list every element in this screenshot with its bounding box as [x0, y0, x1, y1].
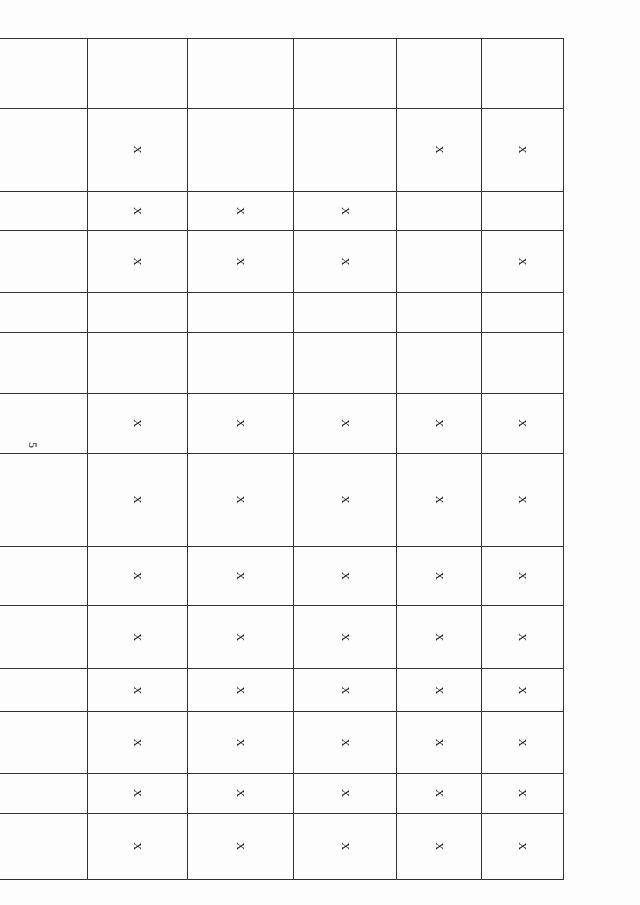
cell-mark: X: [294, 712, 397, 773]
cell-mark: X: [482, 813, 564, 879]
cell-mark: [0, 606, 88, 669]
cell-mark: X: [294, 773, 397, 813]
cell-mark: [188, 332, 294, 393]
cell-mark: [397, 292, 482, 332]
cell-mark: [0, 292, 88, 332]
cell-mark: [0, 108, 88, 191]
cell-mark: X: [88, 546, 188, 606]
cell-mark: [0, 712, 88, 773]
cell-mark: X: [188, 813, 294, 879]
cell-mark: X: [397, 606, 482, 669]
cell-mark: X: [482, 393, 564, 453]
cell-mark: X: [482, 606, 564, 669]
cell-mark: X: [188, 191, 294, 231]
cell-mark: X: [88, 813, 188, 879]
cell-mark: X: [482, 546, 564, 606]
cell-mark: X: [294, 813, 397, 879]
cell-mark: [482, 332, 564, 393]
cell-mark: [294, 108, 397, 191]
value-row: [0, 39, 88, 880]
cell-mark: X: [188, 453, 294, 546]
cell-mark: X: [482, 773, 564, 813]
page-number: 5: [26, 442, 40, 448]
cell-mark: X: [88, 191, 188, 231]
cell-mark: X: [397, 108, 482, 191]
cell-mark: X: [188, 712, 294, 773]
cell-mark: [397, 39, 482, 109]
cell-mark: [0, 773, 88, 813]
cell-mark: [482, 292, 564, 332]
cell-mark: [0, 39, 88, 109]
cell-mark: X: [88, 773, 188, 813]
cell-mark: X: [482, 108, 564, 191]
cell-mark: [294, 39, 397, 109]
cell-mark: [397, 231, 482, 292]
value-row: [188, 39, 294, 880]
value-row: [397, 39, 482, 880]
cell-mark: [397, 332, 482, 393]
cell-mark: [294, 332, 397, 393]
cell-mark: X: [294, 191, 397, 231]
cell-mark: X: [397, 712, 482, 773]
cell-mark: X: [88, 108, 188, 191]
cell-mark: [0, 231, 88, 292]
cell-mark: [294, 292, 397, 332]
cell-mark: X: [294, 453, 397, 546]
cell-mark: X: [188, 393, 294, 453]
value-row: [482, 39, 564, 880]
cell-mark: [188, 108, 294, 191]
cell-mark: X: [188, 231, 294, 292]
cell-mark: X: [188, 669, 294, 712]
cell-mark: X: [88, 712, 188, 773]
cell-mark: X: [294, 546, 397, 606]
cell-mark: [0, 453, 88, 546]
cell-mark: [88, 292, 188, 332]
cell-mark: X: [397, 393, 482, 453]
cell-mark: [88, 39, 188, 109]
cell-mark: [0, 191, 88, 231]
budget-table: [0, 38, 564, 880]
cell-mark: X: [88, 606, 188, 669]
cell-mark: X: [482, 669, 564, 712]
cell-mark: X: [294, 606, 397, 669]
value-row: [294, 39, 397, 880]
cell-mark: X: [188, 546, 294, 606]
cell-mark: X: [88, 393, 188, 453]
cell-mark: [0, 546, 88, 606]
cell-mark: [0, 669, 88, 712]
cell-mark: [482, 191, 564, 231]
cell-mark: X: [88, 453, 188, 546]
cell-mark: X: [482, 231, 564, 292]
cell-mark: X: [88, 231, 188, 292]
value-row: [88, 39, 188, 880]
cell-mark: [482, 39, 564, 109]
cell-mark: X: [294, 669, 397, 712]
cell-mark: X: [482, 712, 564, 773]
cell-mark: X: [294, 393, 397, 453]
cell-mark: [88, 332, 188, 393]
cell-mark: X: [397, 453, 482, 546]
cell-mark: X: [482, 453, 564, 546]
cell-mark: [188, 292, 294, 332]
cell-mark: [188, 39, 294, 109]
cell-mark: X: [88, 669, 188, 712]
cell-mark: X: [397, 813, 482, 879]
cell-mark: X: [397, 669, 482, 712]
cell-mark: [397, 191, 482, 231]
cell-mark: [0, 813, 88, 879]
cell-mark: X: [397, 546, 482, 606]
cell-mark: X: [188, 606, 294, 669]
cell-mark: X: [294, 231, 397, 292]
cell-mark: [0, 393, 88, 453]
cell-mark: [0, 332, 88, 393]
cell-mark: X: [188, 773, 294, 813]
cell-mark: X: [397, 773, 482, 813]
budget-table-container: [61, 38, 564, 880]
